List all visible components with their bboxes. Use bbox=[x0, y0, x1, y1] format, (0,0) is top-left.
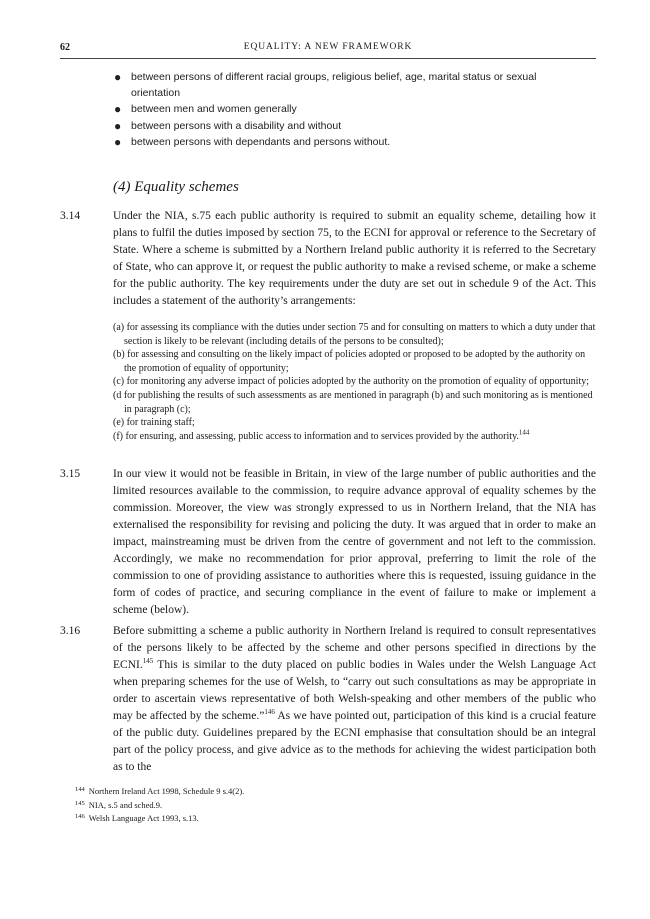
footnote: $^{146}$ Welsh Language Act 1993, s.13. bbox=[75, 813, 199, 823]
list-item: (e) for training staff; bbox=[113, 417, 195, 429]
footnote: $^{144}$ Northern Ireland Act 1998, Schedule 9 s.4(2). bbox=[75, 786, 245, 796]
footnotes bbox=[75, 784, 475, 825]
list-item: (d for publishing the results of such assessments as are mentioned in paragraph (b) and such monitoring as is mentioned in paragraph (c); bbox=[113, 389, 593, 415]
list-item: (c) for monitoring any adverse impact of policies adopted by the authority on the promotion of equality of opportunity; bbox=[113, 376, 589, 388]
page-number: 62 bbox=[60, 42, 70, 53]
running-title: EQUALITY: A NEW FRAMEWORK bbox=[243, 42, 413, 52]
paragraph-number: 3.16 bbox=[60, 625, 81, 637]
bullet-icon: ● bbox=[114, 70, 122, 84]
arrangements-list bbox=[113, 321, 596, 443]
paragraph-text: Before submitting a scheme a public authority in Northern Ireland is required to consult representatives of the persons likely to be affected by the scheme and other persons specified in directions by the ECNI.$^{145}$ This is similar to the duty placed on public bodies in Wales under the Welsh Language Act when preparing schemes for the use of Welsh, to “carry out such consultations as may be appropriate in order to ascertain views representative of both Welsh-speaking and other members of the public who may be affected by the scheme.”$^{146}$ As we have pointed out, participation of this kind is a crucial feature of the public duty. Guidelines prepared by the ECNI emphasise that consultation should be an integral part of the policy process, and give advice as to the methods for achieving the widest participation both as to the bbox=[113, 625, 597, 773]
footnote-ref: 145 bbox=[142, 657, 154, 666]
running-header bbox=[60, 42, 596, 56]
section-heading: (4) Equality schemes bbox=[113, 179, 239, 195]
bullet-icon: ● bbox=[114, 118, 122, 133]
paragraph-3-15 bbox=[60, 466, 596, 619]
bullet-list bbox=[114, 70, 584, 152]
list-item: (f) for ensuring, and assessing, public access to information and to services provided by the authority.$^{144}$ bbox=[113, 428, 530, 442]
paragraph-text: Under the NIA, s.75 each public authority is required to submit an equality scheme, detailing how it plans to fulfil the duties imposed by section 75, to the ECNI for approval or reference to the Secretary of State. Where a scheme is submitted by a Northern Ireland public authority it is referred to the Secretary of State, who can approve it, or request the public authority to make a revised scheme, or make a scheme for the public authority. The key requirements under the duty are set out in schedule 9 of the Act. This includes a statement of the authority’s arrangements: bbox=[113, 210, 596, 307]
footnote: $^{145}$ NIA, s.5 and sched.9. bbox=[75, 799, 163, 810]
header-rule bbox=[60, 58, 596, 59]
list-item: (b) for assessing and consulting on the likely impact of policies adopted or proposed to be adopted by the authority on the promotion of equality of opportunity; bbox=[113, 349, 586, 374]
bullet-item: ● between persons of different racial groups, religious belief, age, marital status or sexual orientation bbox=[114, 70, 537, 99]
bullet-icon: ● bbox=[114, 102, 122, 116]
paragraph-3-14 bbox=[60, 208, 596, 310]
paragraph-3-16 bbox=[60, 623, 596, 776]
paragraph-text: In our view it would not be feasible in Britain, in view of the large number of public authorities and the limited resources available to the commission, to require advance approval of equality schemes by the commission. Moreover, the view was strongly expressed to us in Northern Ireland, that the NIA has externalised the responsibility for revising and policing the duty. It was argued that in order to make an impact, mainstreaming must be driven from the centre of government and not left to the commission. Accordingly, we make no recommendation for prior approval, preferring to limit the role of the commission to one of providing assistance to authorities where this is requested, issuing guidance in the form of codes of practice, and securing compliance in the event of failure to make or implement a scheme (below). bbox=[113, 468, 596, 616]
list-item: (a) for assessing its compliance with the duties under section 75 and for consulting on matters to which a duty under that section is likely to be relevant (including details of the persons to be consulted); bbox=[113, 322, 596, 347]
footnote-ref: 144 bbox=[518, 428, 530, 437]
bullet-item: ● between men and women generally bbox=[114, 102, 297, 116]
bullet-icon: ● bbox=[114, 135, 122, 149]
bullet-item: ● between persons with dependants and persons without. bbox=[114, 135, 391, 149]
footnote-ref: 146 bbox=[264, 708, 275, 717]
paragraph-number: 3.15 bbox=[60, 468, 81, 480]
paragraph-number: 3.14 bbox=[60, 210, 81, 222]
bullet-item: ● between persons with a disability and without bbox=[114, 118, 342, 133]
